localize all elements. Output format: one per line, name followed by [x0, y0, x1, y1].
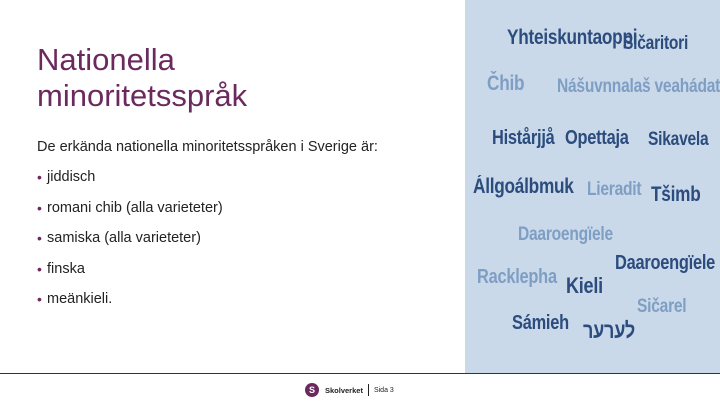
image-word: Nášuvnnalaš veahádat: [557, 76, 720, 97]
image-word: Sičaritori: [623, 33, 689, 54]
bullet-dot-icon: •: [37, 169, 42, 185]
image-word: Sikavela: [648, 129, 709, 150]
image-word: Daaroengïele: [518, 224, 613, 245]
image-word: Tšimb: [651, 183, 701, 206]
bullet-item: • samiska (alla varieteter): [37, 230, 201, 247]
slide-title: [37, 42, 437, 114]
image-word: Kieli: [566, 273, 603, 298]
image-word: Yhteiskuntaoppi: [507, 26, 638, 49]
bullet-item: • meänkieli.: [37, 291, 113, 308]
image-word: Lieradit: [587, 179, 642, 200]
image-word: Čhib: [487, 72, 525, 95]
footer-brand: Skolverket: [325, 385, 363, 395]
bullet-list: [37, 168, 223, 321]
skolverket-logo-icon: S: [305, 383, 319, 397]
image-word: Opettaja: [565, 127, 629, 149]
footer: [305, 382, 394, 398]
bullet-item: • romani chib (alla varieteter): [37, 199, 223, 216]
bullet-dot-icon: •: [37, 291, 42, 308]
bullet-dot-icon: •: [37, 260, 42, 277]
image-word: Állgoálbmuk: [473, 175, 574, 198]
language-word-image: [465, 0, 720, 373]
image-word: Sámieh: [512, 312, 569, 334]
title-line-2: minoritetsspråk: [37, 78, 248, 113]
intro-text: De erkända nationella minoritetsspråken i Sverige är:: [37, 139, 378, 155]
title-line-1: Nationella: [37, 42, 175, 77]
image-word: Sičarel: [637, 296, 687, 317]
bullet-dot-icon: •: [37, 230, 42, 247]
footer-separator: [368, 384, 369, 396]
bullet-item: • finska: [37, 260, 85, 277]
footer-divider: [0, 373, 720, 374]
bullet-item: • jiddisch: [37, 169, 96, 185]
image-word: Daaroengïele: [615, 252, 716, 274]
image-word: לערער: [583, 318, 636, 343]
page-number: Sida 3: [373, 386, 394, 394]
bullet-dot-icon: •: [37, 199, 42, 216]
image-word: Racklepha: [477, 266, 557, 288]
image-word: Histårjjå: [492, 127, 555, 149]
